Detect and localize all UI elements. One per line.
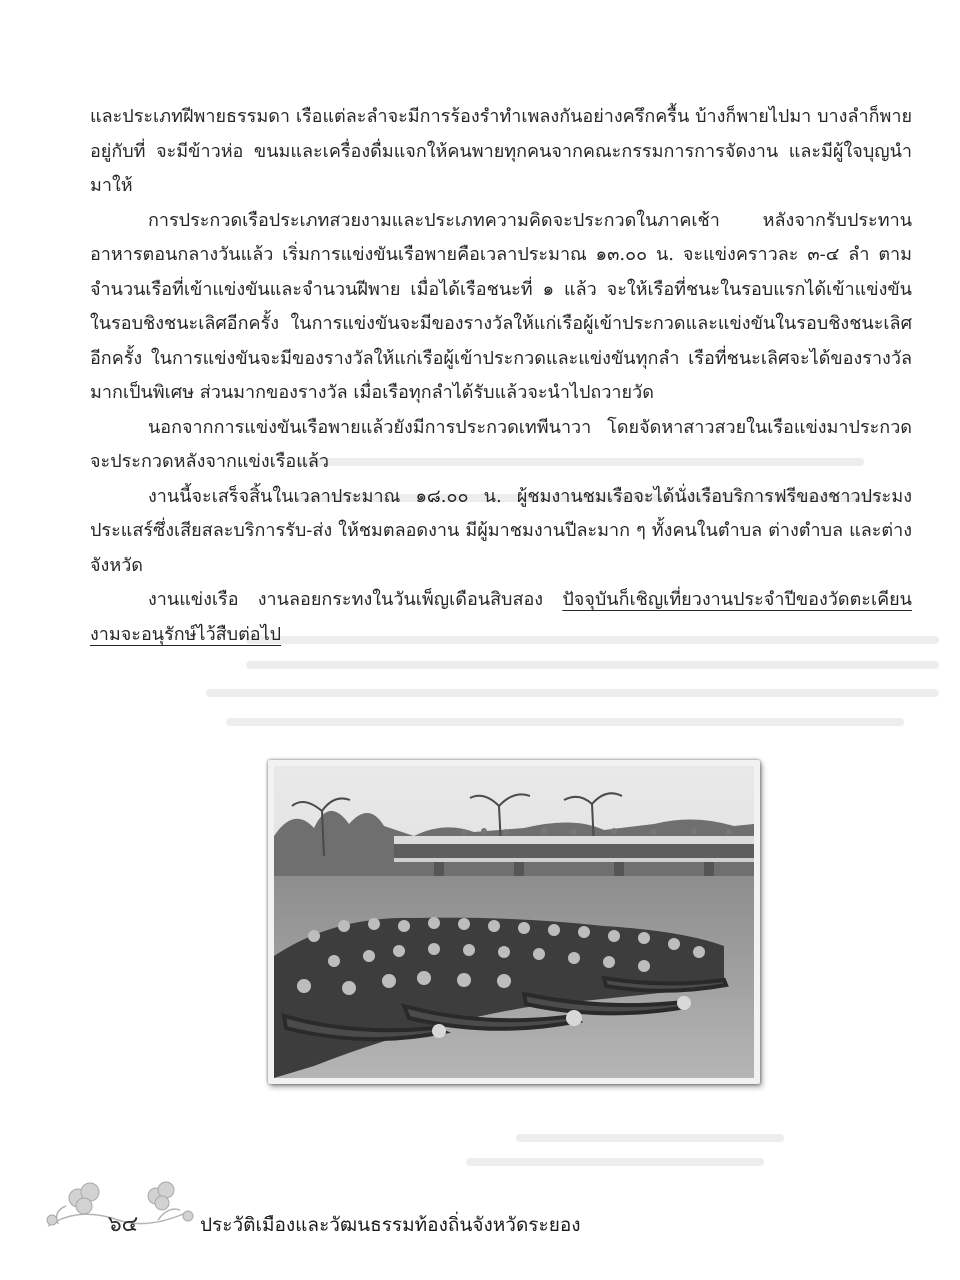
paragraph-5-start: งานแข่งเรือ งานลอยกระทงในวันเพ็ญเดือนสิบสอง — [148, 589, 563, 610]
body-text — [90, 100, 912, 652]
footer-book-title: ประวัติเมืองและวัฒนธรรมท้องถิ่นจังหวัดระยอง — [200, 1214, 581, 1236]
boat-race-photo-image — [274, 766, 754, 1078]
page-number: ๖๔ — [107, 1212, 139, 1237]
paragraph-2: การประกวดเรือประเภทสวยงามและประเภทความคิดจะประกวดในภาคเช้า หลังจากรับประทานอาหารตอนกลางวันแล้ว เริ่มการแข่งขันเรือพายคือเวลาประมาณ ๑๓.๐๐ น. จะแข่งคราวละ ๓-๔ ลำ ตามจำนวนเรือที่เข้าแข่งขันและจำนวนฝีพาย เมื่อได้เรือชนะที่ ๑ แล้ว จะให้เรือที่ชนะในรอบแรกได้เข้าแข่งขันในรอบชิงชนะเลิศอีกครั้ง ในการแข่งขันจะมีของรางวัลให้แก่เรือผู้เข้าประกวดและแข่งขันในรอบชิงชนะเลิศอีกครั้ง ในการแข่งขันจะมีของรางวัลให้แก่เรือผู้เข้าประกวดและแข่งขันทุกลำ เรือที่ชนะเลิศจะได้ของรางวัลมากเป็นพิเศษ ส่วนมากของรางวัล เมื่อเรือทุกลำได้รับแล้วจะนำไปถวายวัด — [90, 209, 912, 403]
boat-race-photo — [268, 760, 760, 1084]
paragraph-4: งานนี้จะเสร็จสิ้นในเวลาประมาณ ๑๘.๐๐ น. ผู้ชมงานชมเรือจะได้นั่งเรือบริการฟรีของชาวประมงประแสร์ซึ่งเสียสละบริการรับ-ส่ง ให้ชมตลอดงาน มีผู้มาชมงานปีละมาก ๆ ทั้งคนในตำบล ต่างตำบล และต่างจังหวัด — [90, 485, 912, 576]
paragraph-5-underlined: ปัจจุบันก็เชิญเที่ยวงานประจำปีของวัดตะเคียนงามจะอนุรักษ์ไว้สืบต่อไป — [90, 589, 912, 645]
paragraph-1: และประเภทฝีพายธรรมดา เรือแต่ละลำจะมีการร้องรำทำเพลงกันอย่างครึกครื้น บ้างก็พายไปมา บางลำก็พายอยู่กับที่ จะมีข้าวห่อ ขนมและเครื่องดื่มแจกให้คนพายทุกคนจากคณะกรรมการการจัดงาน และมีผู้ใจบุญนำมาให้ — [90, 106, 912, 196]
paragraph-5 — [90, 583, 912, 652]
paragraph-3: นอกจากการแข่งขันเรือพายแล้วยังมีการประกวดเทพีนาวา โดยจัดหาสาวสวยในเรือแข่งมาประกวดจะประกวดหลังจากแข่งเรือแล้ว — [90, 416, 912, 472]
